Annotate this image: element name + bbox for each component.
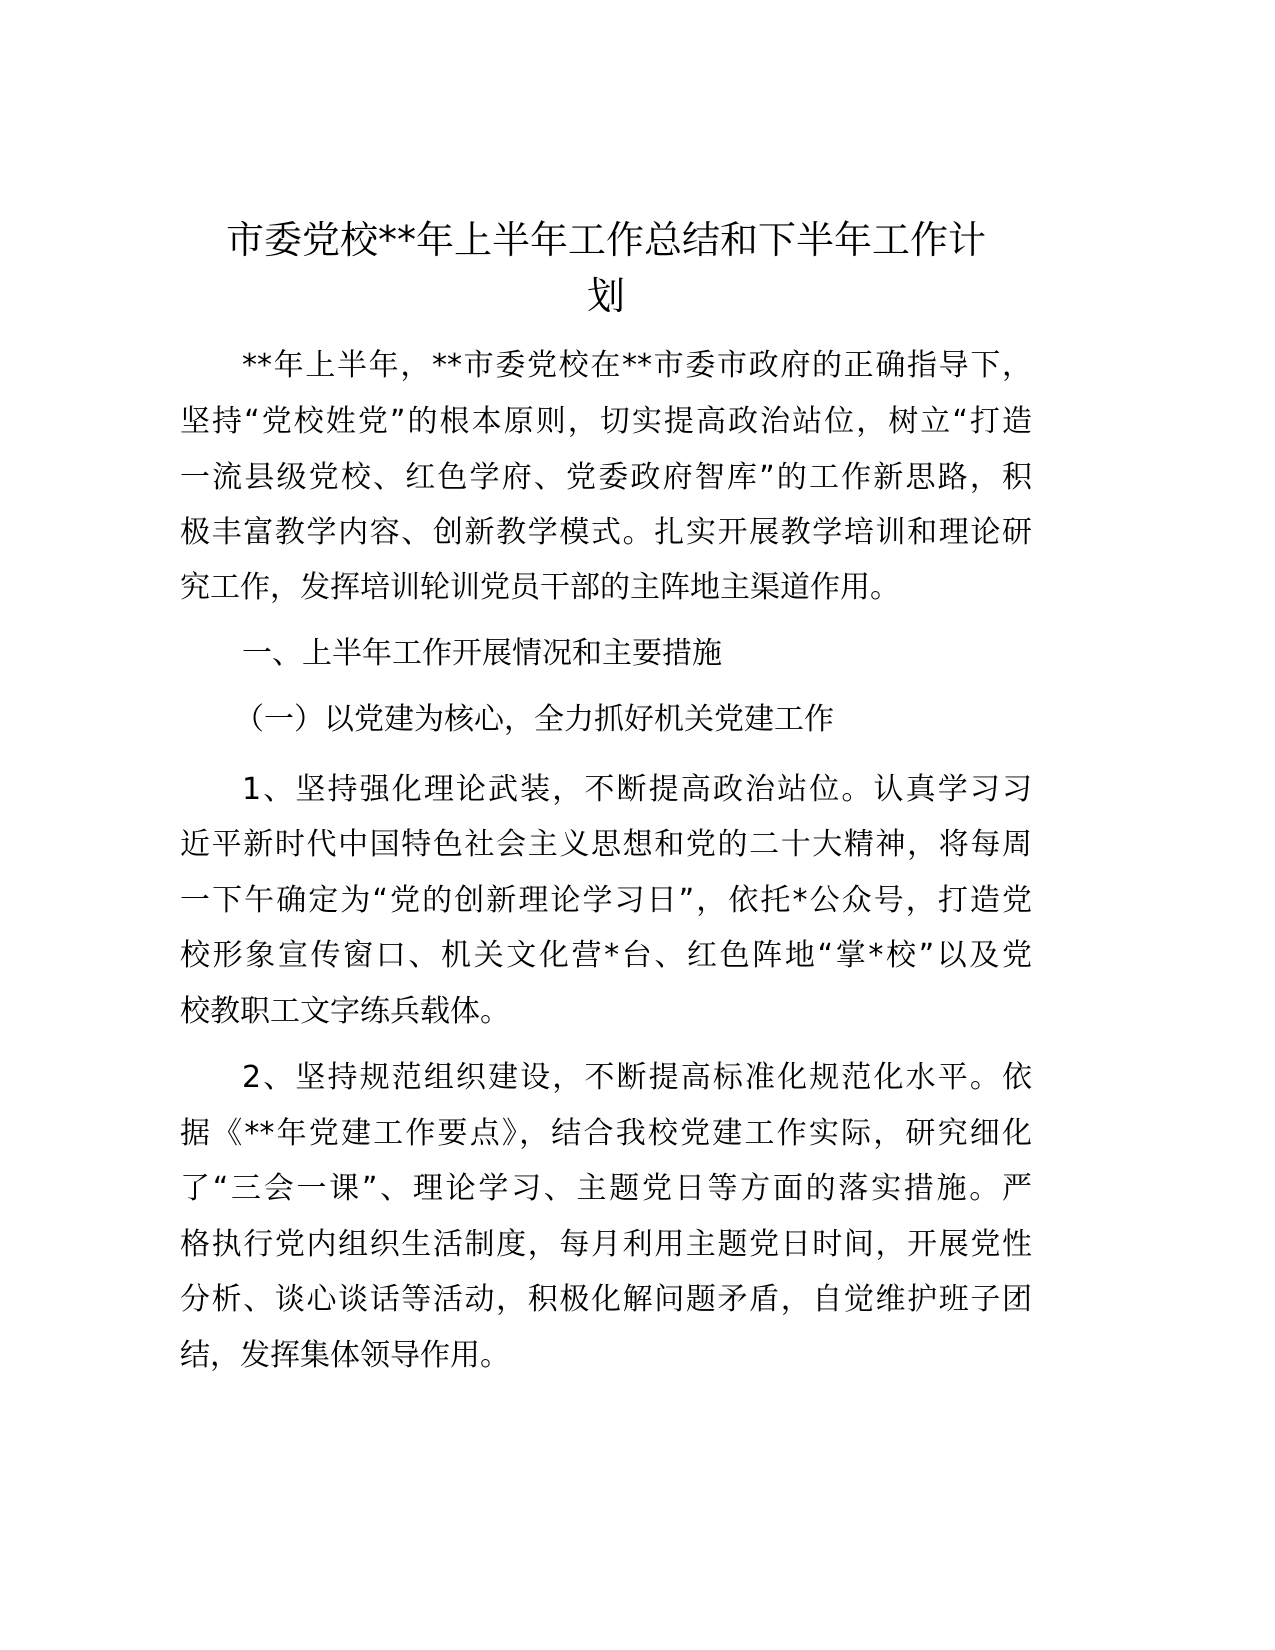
text-line: 校教职工文字练兵载体。 bbox=[180, 994, 510, 1029]
text-line: 2、坚持规范组织建设，不断提高标准化规范化水平。依 bbox=[242, 1060, 1032, 1095]
text-line: 究工作，发挥培训轮训党员干部的主阵地主渠道作用。 bbox=[180, 570, 900, 605]
section-heading: 一、上半年工作开展情况和主要措施 bbox=[242, 636, 722, 671]
text-line: 了“三会一课”、理论学习、主题党日等方面的落实措施。严 bbox=[180, 1171, 1032, 1206]
text-line: 校形象宣传窗口、机关文化营*台、红色阵地“掌*校”以及党 bbox=[180, 938, 1032, 973]
text-line: 结，发挥集体领导作用。 bbox=[180, 1338, 510, 1373]
title-line: 市委党校**年上半年工作总结和下半年工作计 bbox=[225, 218, 986, 262]
text-line: 分析、谈心谈话等活动，积极化解问题矛盾，自觉维护班子团 bbox=[180, 1282, 1032, 1317]
text-line: 一流县级党校、红色学府、党委政府智库”的工作新思路，积 bbox=[180, 460, 1032, 495]
subsection-heading: （一）以党建为核心，全力抓好机关党建工作 bbox=[234, 702, 834, 737]
text-line: 极丰富教学内容、创新教学模式。扎实开展教学培训和理论研 bbox=[180, 515, 1032, 550]
text-line: 一下午确定为“党的创新理论学习日”，依托*公众号，打造党 bbox=[180, 883, 1032, 918]
text-line: 坚持“党校姓党”的根本原则，切实提高政治站位，树立“打造 bbox=[180, 404, 1032, 439]
text-line: 格执行党内组织生活制度，每月利用主题党日时间，开展党性 bbox=[180, 1227, 1032, 1262]
text-line: 1、坚持强化理论武装，不断提高政治站位。认真学习习 bbox=[242, 772, 1032, 807]
text-line: 据《**年党建工作要点》，结合我校党建工作实际，研究细化 bbox=[180, 1116, 1032, 1151]
title-line: 划 bbox=[586, 274, 625, 318]
text-line: **年上半年，**市委党校在**市委市政府的正确指导下， bbox=[242, 348, 1032, 383]
text-line: 近平新时代中国特色社会主义思想和党的二十大精神，将每周 bbox=[180, 827, 1032, 862]
